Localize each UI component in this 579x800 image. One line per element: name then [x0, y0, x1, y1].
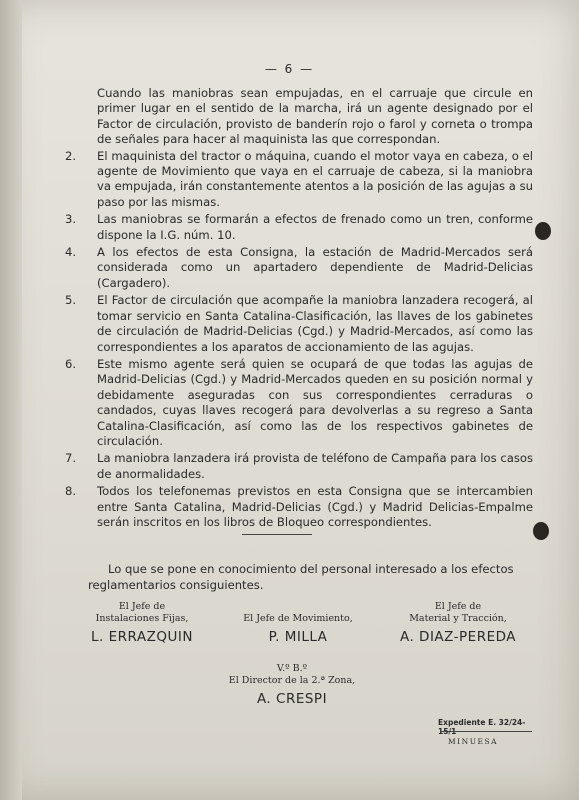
- item-number: 3.: [65, 212, 77, 227]
- item-number: 4.: [65, 245, 77, 260]
- separator-rule: [242, 534, 312, 535]
- list-item: [65, 212, 533, 243]
- expediente-reference: Expediente E. 32/24-15/1: [438, 718, 526, 736]
- intro-paragraph: Cuando las maniobras sean empujadas, en el carruaje que circule en primer lugar en el sentido de la marcha, irá un agente designado por el Factor de circulación, provisto de banderín rojo o farol y corneta o trompa de señales para hacer al maquinista las que correspondan.: [97, 86, 533, 147]
- expediente-rule: [440, 731, 532, 732]
- signature-name: P. MILLA: [268, 629, 328, 645]
- item-text: El maquinista del tractor o máquina, cuando el motor vaya en cabeza, o el agente de Movimiento que vaya en el carruaje de cabeza, si la maniobra va empujada, irán constantemente atentos a la posición de las agujas a su paso por las mismas.: [97, 148, 533, 209]
- signature-role: El Jefe de: [118, 601, 166, 612]
- punch-hole-top: [535, 222, 551, 240]
- signature-name: L. ERRAZQUIN: [91, 629, 193, 645]
- signature-block-movimiento: [228, 613, 368, 645]
- signature-role: Instalaciones Fijas,: [95, 613, 189, 624]
- signature-role: El Jefe de: [434, 601, 482, 612]
- body-text: [65, 86, 533, 532]
- closing-paragraph: [88, 561, 538, 593]
- list-item: [65, 293, 533, 355]
- signature-role: V.º B.º: [276, 663, 308, 674]
- closing-line-2: reglamentarios consiguientes.: [88, 578, 264, 592]
- item-text: El Factor de circulación que acompañe la maniobra lanzadera recogerá, al tomar servicio en Santa Catalina-Clasificación, las llaves de los gabinetes de circulación de Madrid-Delicias (Cgd.) y Madrid-Mercados, así como las correspondientes a los aparatos de accionamiento de las agujas.: [97, 293, 533, 354]
- item-number: 2.: [65, 148, 77, 163]
- punch-hole-bottom: [533, 522, 549, 540]
- item-number: 5.: [65, 293, 77, 308]
- signature-role: El Jefe de Movimiento,: [243, 613, 353, 624]
- item-number: 6.: [65, 356, 77, 371]
- signature-role: El Director de la 2.ª Zona,: [228, 675, 356, 686]
- item-text: Este mismo agente será quien se ocupará de que todas las agujas de Madrid-Delicias (Cgd.) y Madrid-Mercados queden en su posición normal y debidamente aseguradas con sus correspondientes cerraduras o candados, cuyas llaves recogerá para devolverlas a su regreso a Santa Catalina-Clasificación, así como las de los respectivos gabinetes de circulación.: [97, 356, 533, 448]
- page-number: — 6 —: [264, 62, 315, 76]
- list-item: [65, 149, 533, 211]
- signature-block-material: [388, 601, 528, 645]
- list-item: [65, 357, 533, 449]
- item-number: 8.: [65, 484, 77, 499]
- list-item: [65, 451, 533, 482]
- item-text: Todos los telefonemas previstos en esta Consigna que se intercambien entre Santa Catalina, Madrid-Delicias (Cgd.) y Madrid Delicias-Empalme serán inscritos en los libros de Bloqueo correspondientes.: [97, 484, 533, 529]
- printer-mark: MINUESA: [448, 737, 499, 746]
- signature-name: A. DIAZ-PEREDA: [399, 629, 517, 645]
- item-text: A los efectos de esta Consigna, la estación de Madrid-Mercados será considerada como un apartadero dependiente de Madrid-Delicias (Cargadero).: [97, 245, 533, 290]
- item-text: Las maniobras se formarán a efectos de frenado como un tren, conforme dispone la I.G. núm. 10.: [97, 212, 533, 242]
- list-item: [65, 245, 533, 291]
- signature-block-director: [202, 663, 382, 707]
- item-number: 7.: [65, 451, 77, 466]
- item-text: La maniobra lanzadera irá provista de teléfono de Campaña para los casos de anormalidades.: [97, 451, 533, 481]
- page-edge-shadow: [0, 0, 22, 800]
- signature-block-instalaciones: [82, 601, 202, 645]
- signature-role: Material y Tracción,: [409, 613, 507, 624]
- signature-name: A. CRESPI: [256, 691, 328, 707]
- list-item: [65, 484, 533, 530]
- closing-line-1: Lo que se pone en conocimiento del personal interesado a los efectos: [108, 562, 514, 576]
